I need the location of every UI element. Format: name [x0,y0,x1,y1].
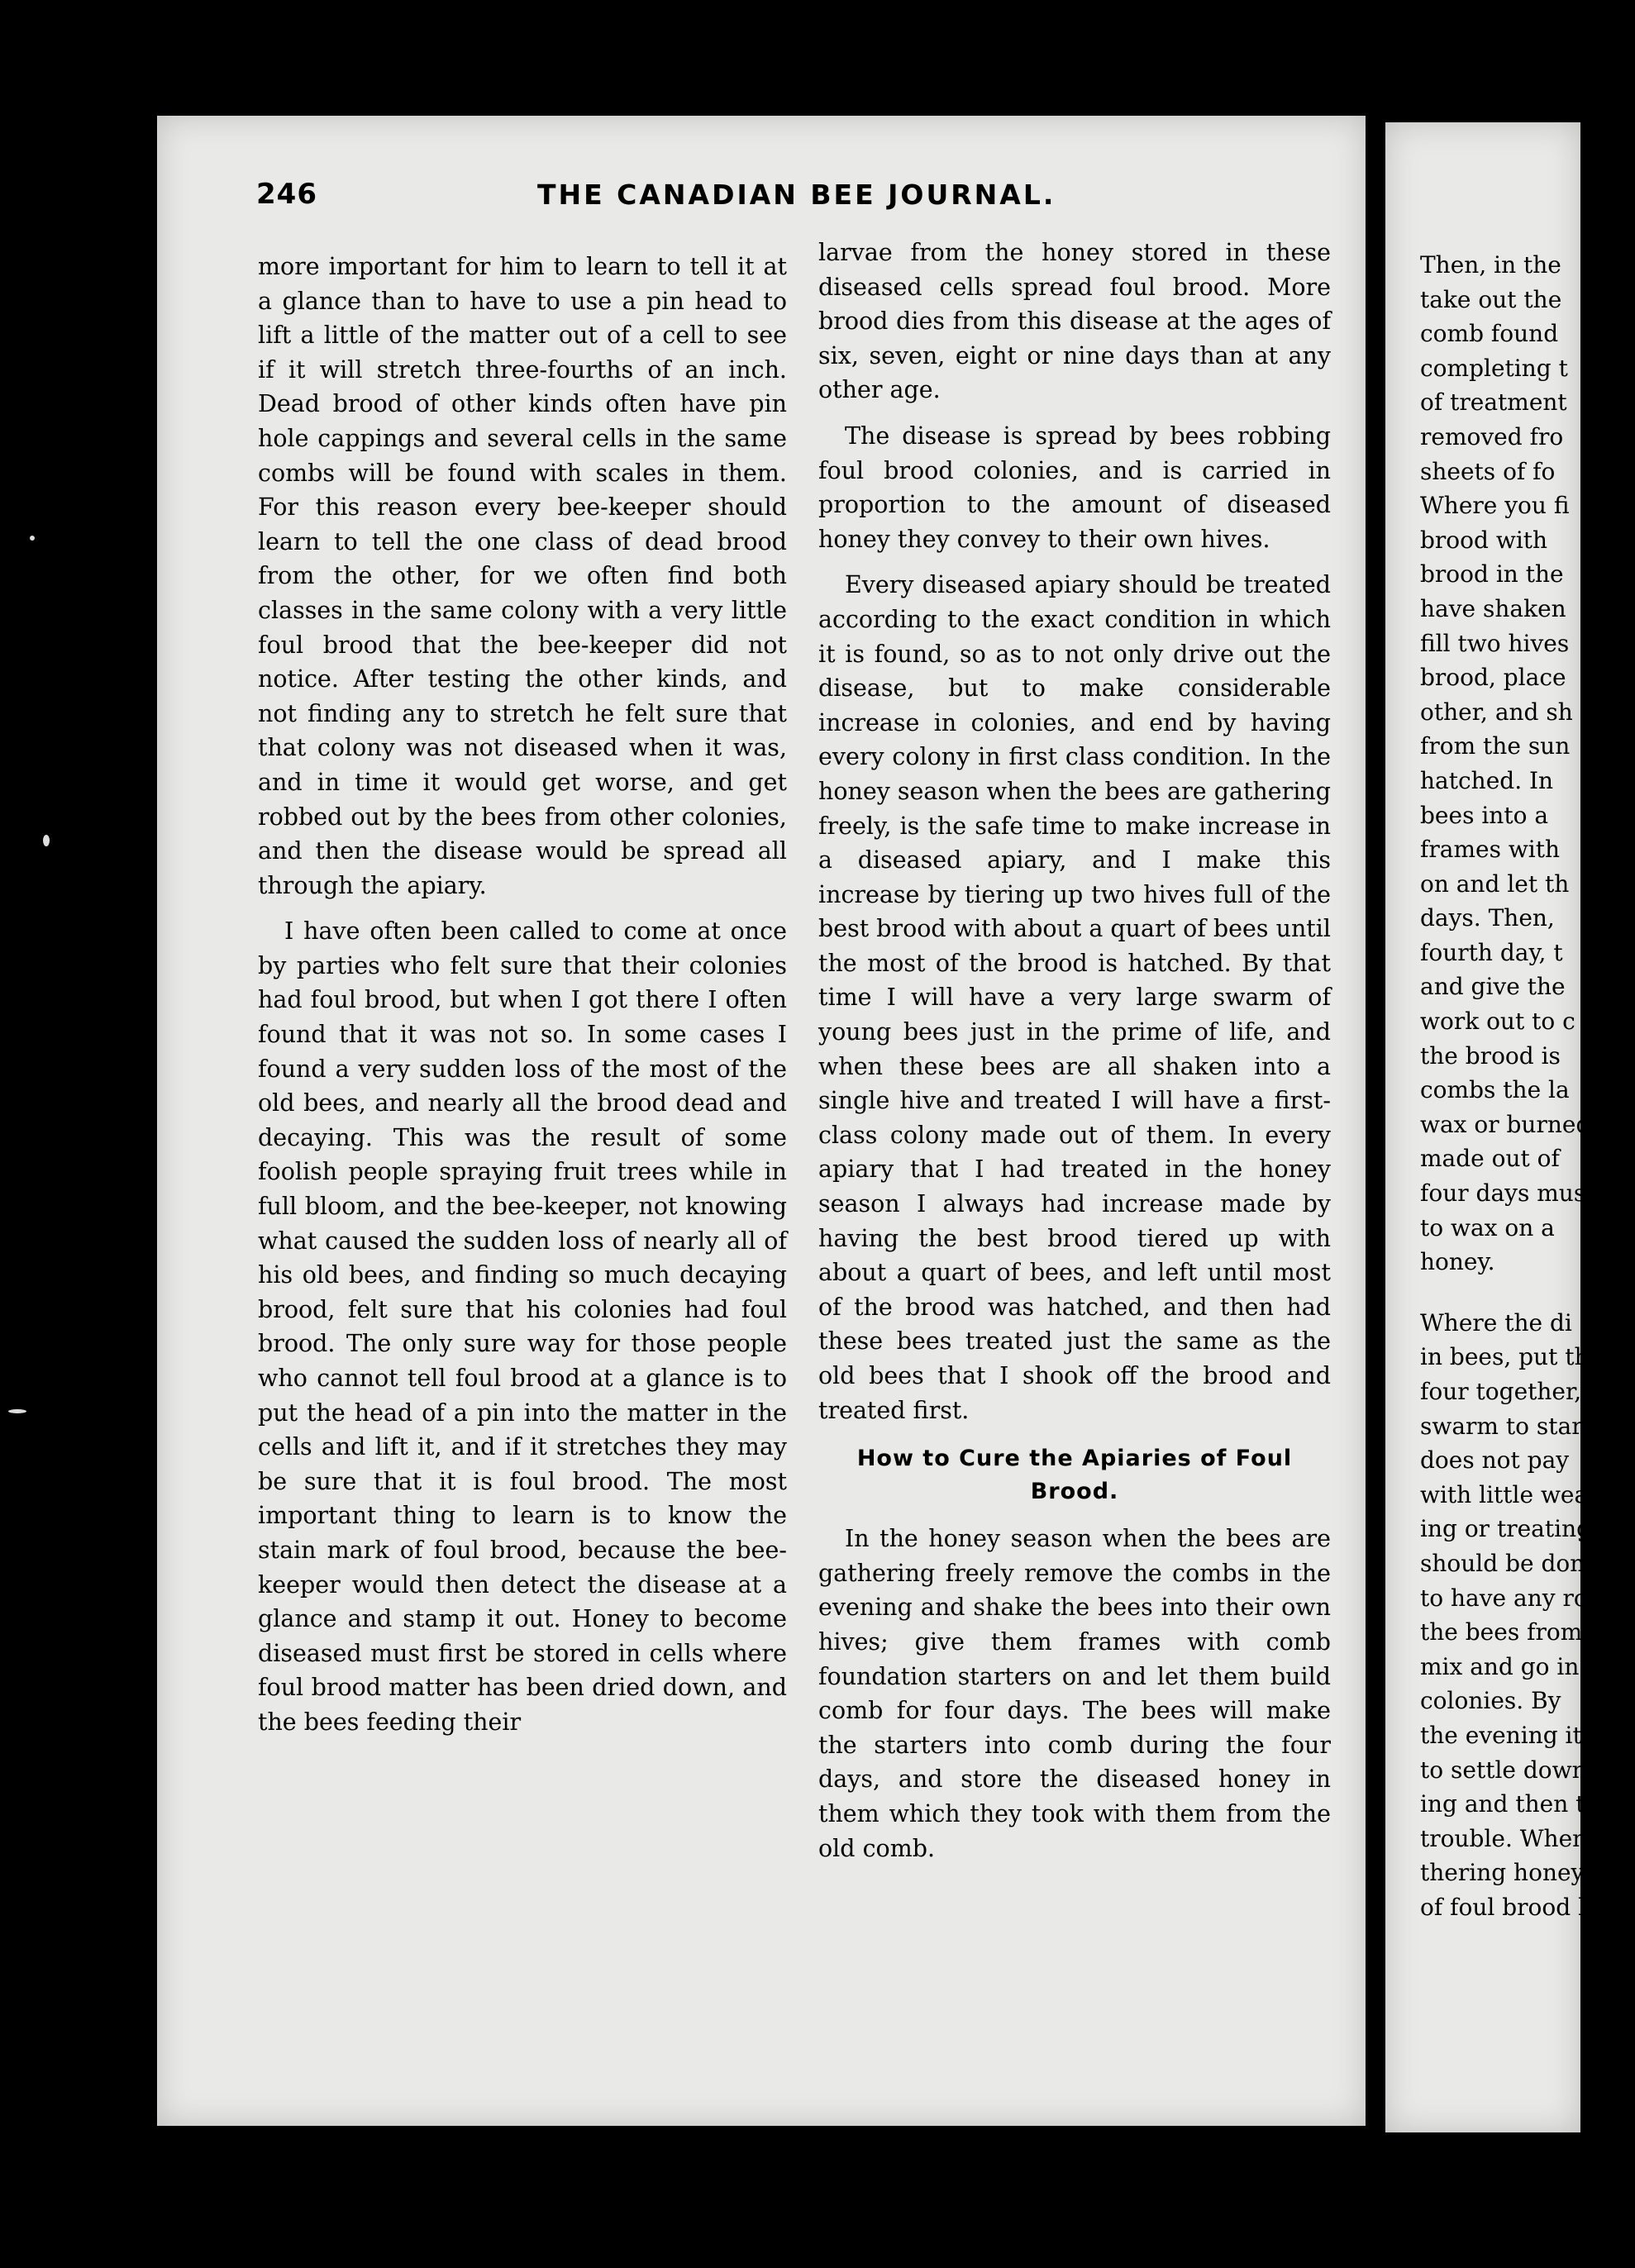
text-line: ing and then th [1420,1790,1600,1818]
text-line: fill two hives [1420,629,1570,657]
text-line: Where you fi [1420,492,1570,520]
text-line: combs the la [1420,1076,1570,1104]
text-line: from the sun [1420,732,1571,760]
running-title: THE CANADIAN BEE JOURNAL. [537,178,1056,211]
text-line: the bees from [1420,1618,1583,1646]
text-line: with little wea [1420,1480,1589,1508]
text-line: does not pay [1420,1446,1570,1475]
paragraph: The disease is spread by bees robbing foul brood colonies, and is carried in proportion to the amount of diseased honey they convey to their own hives. [818,422,1331,553]
text-line: on and let th [1420,870,1570,898]
text-line: Where the di [1420,1308,1572,1336]
text-line: made out of [1420,1145,1560,1173]
text-line: comb found [1420,320,1559,348]
paragraph-gap [1420,1279,1635,1306]
text-line: thering honey a [1420,1859,1605,1887]
text-line: hatched. In [1420,766,1554,794]
text-line: mix and go in [1420,1652,1580,1680]
text-line: should be done [1420,1549,1599,1577]
page-number: 246 [256,178,317,211]
film-speck [8,1409,26,1413]
text-line: four together, s [1420,1378,1601,1405]
paragraph: more important for him to learn to tell it at a glance than to have to use a pin head to lift a little of the matter out of a cell to see if it will stretch three-fourths of an inch. Dead brood of other kinds often have pin hole cappings and several cells in the same combs will be found with scales in them. For this reason every bee-keeper should learn to tell the one class of dead brood from the other, for we often find both classes in the same colony with a very little foul brood that the bee-keeper did not notice. After testing the other kinds, and not finding any to stretch he felt sure that that colony was not diseased when it was, and in time it would get worse, and get robbed out by the bees from other colonies, and then the disease would be spread all through the apiary. [258,253,787,899]
text-line: the brood is [1420,1041,1561,1070]
text-line: ing or treating [1420,1515,1592,1543]
text-line: have shaken [1420,594,1566,622]
text-line: brood in the [1420,560,1564,588]
section-heading: How to Cure the Apiaries of Foul Brood. [856,1446,1293,1505]
text-line: swarm to star [1420,1412,1583,1440]
text-line: four days mus [1420,1179,1586,1208]
text-line: wax or burned [1420,1110,1591,1138]
paragraph: I have often been called to come at once by parties who felt sure that their colonies had foul brood, but when I got there I often found that it was not so. In some cases I found a very sudden loss of the most of the old bees, and nearly all the brood dead and decaying. This was the result of some foolish people spraying fruit trees while in full bloom, and the bee-keeper, not knowing what caused the sudden loss of nearly all of his old bees, and finding so much decaying brood, felt sure that his colonies had foul brood. The only sure way for those people who cannot tell foul brood at a glance is to put the head of a pin into the matter in the cells and lift it, and if it stretches they may be sure that it is foul brood. The most important thing to learn is to know the stain mark of foul brood, because the bee-keeper would then detect the disease at a glance and stamp it out. Honey to become diseased must first be stored in cells where foul brood matter has been dried down, and the bees feeding their [258,917,787,1736]
paragraph: In the honey season when the bees are gathering freely remove the combs in the evening and shake the bees into their own hives; give them frames with comb foundation starters on and let them build comb for four days. The bees will make the starters into comb during the four days, and store the diseased honey in them which they took with them from the old comb. [818,1525,1331,1862]
film-speck [43,835,50,846]
text-line: trouble. When [1420,1824,1588,1852]
text-line: fourth day, t [1420,938,1563,966]
text-line: honey. [1420,1248,1495,1276]
text-line: the evening it g [1420,1721,1604,1749]
left-text-column [258,250,787,1740]
text-line: completing t [1420,354,1568,382]
text-line: frames with [1420,836,1561,864]
text-line: brood, place [1420,664,1566,692]
text-line: and give the [1420,973,1566,1001]
text-line: to have any ro [1420,1584,1588,1612]
right-page-text-column [1420,248,1635,1925]
text-line: brood with [1420,526,1548,554]
text-line: sheets of fo [1420,457,1556,485]
film-speck [30,536,35,541]
text-line: to wax on a [1420,1213,1555,1241]
text-line: in bees, put th [1420,1343,1590,1371]
text-line: Then, in the [1420,251,1561,279]
middle-text-column [818,236,1331,1865]
text-line: of foul brood by [1420,1893,1606,1921]
text-line: days. Then, [1420,904,1555,932]
paragraph: larvae from the honey stored in these diseased cells spread foul brood. More brood dies from this disease at the ages of six, seven, eight or nine days than at any other age. [818,239,1331,404]
text-line: work out to c [1420,1008,1575,1036]
text-line: take out the [1420,285,1562,313]
text-line: to settle down v [1420,1756,1608,1784]
paragraph: Every diseased apiary should be treated according to the exact condition in which it is found, so as to not only drive out the disease, but to make considerable increase in colonies, and end by having every colony in first class condition. In the honey season when the bees are gathering freely, is the safe time to make increase in a diseased apiary, and I make this increase by tiering up two hives full of the best brood with about a quart of bees until the most of the brood is hatched. By that time I will have a very large swarm of young bees just in the prime of life, and when these bees are all shaken into a single hive and treated I will have a first-class colony made out of them. In every apiary that I had treated in the honey season I always had increase made by having the best brood tiered up with about a quart of bees, and left until most of the brood was hatched, and then had these bees treated just the same as the old bees that I shook off the brood and treated first. [818,571,1331,1424]
text-line: bees into a [1420,801,1549,829]
text-line: colonies. By [1420,1687,1561,1715]
page-header [256,174,1331,215]
text-line: other, and sh [1420,698,1573,726]
text-line: of treatment [1420,388,1567,417]
text-line: removed fro [1420,422,1564,450]
